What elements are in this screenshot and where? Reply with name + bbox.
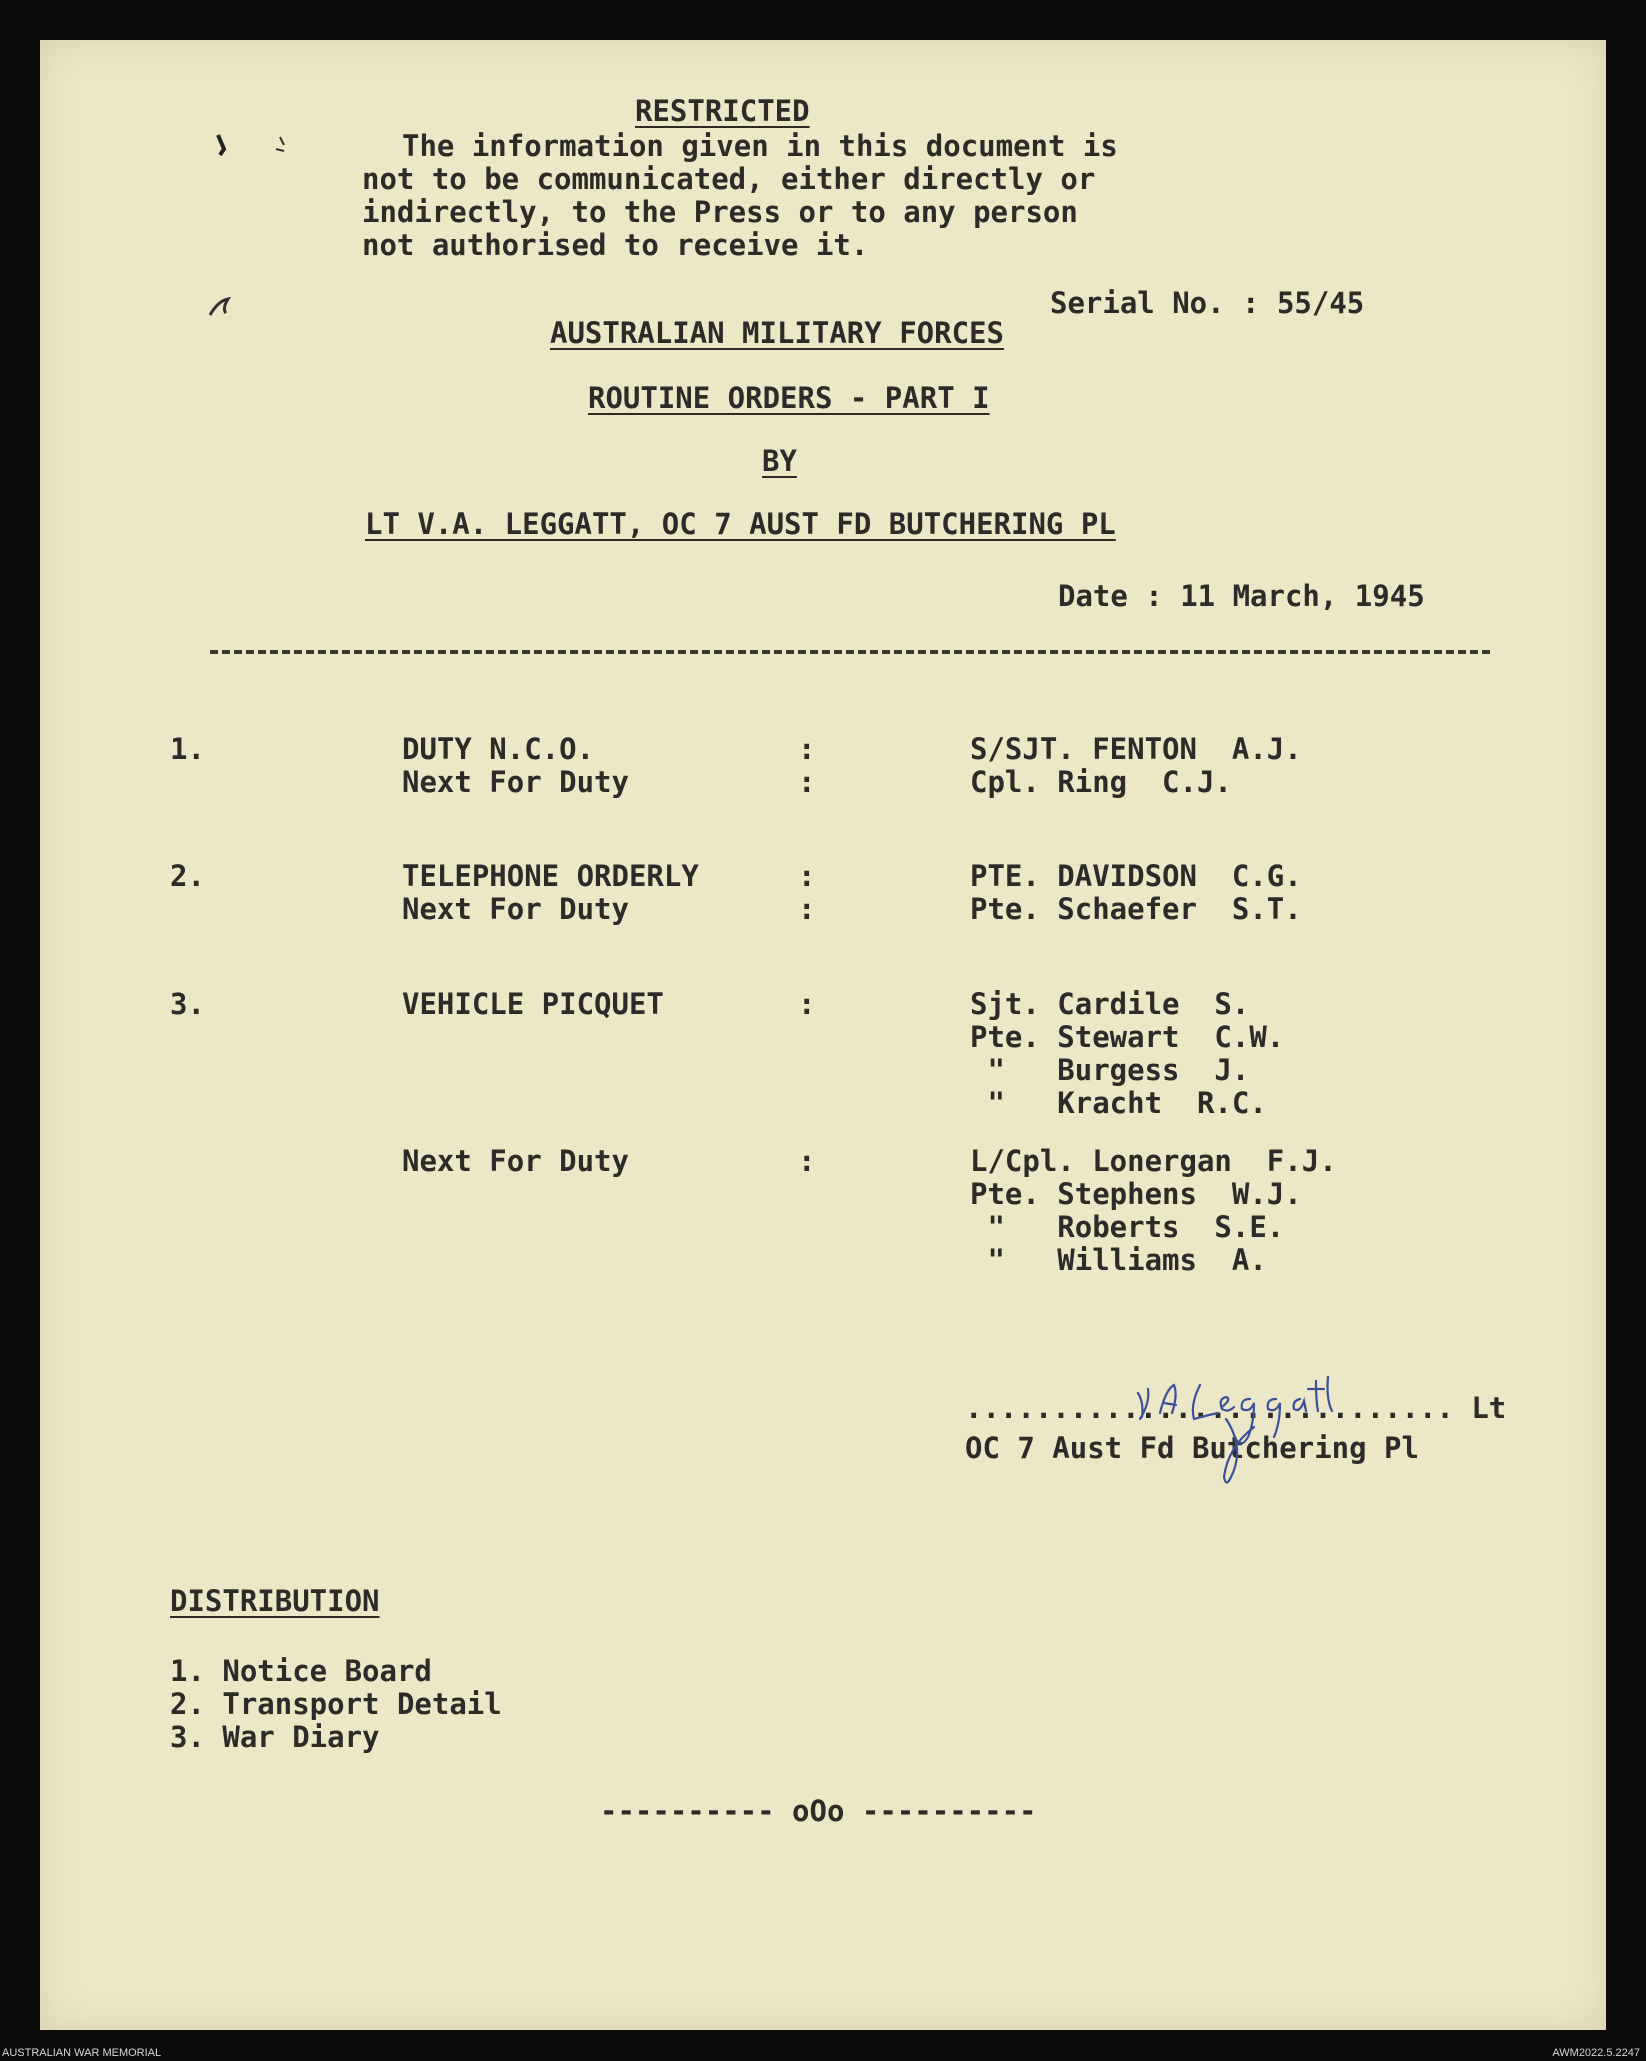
order-name: " Kracht R.C. [970,1086,1267,1120]
horizontal-rule [210,650,1490,654]
archive-reference: AWM2022.5.2247 [1552,2047,1640,2059]
order-name: Pte. Stephens W.J. [970,1177,1302,1211]
order-separator: : [798,892,816,926]
order-separator: : [798,859,816,893]
distribution-item: 3. War Diary [170,1720,380,1754]
handwritten-signature [1130,1375,1370,1485]
order-duty: VEHICLE PICQUET [402,987,664,1021]
restriction-notice-line: The information given in this document is [402,129,1118,163]
issuer-heading: LT V.A. LEGGATT, OC 7 AUST FD BUTCHERING PL [365,507,1116,541]
distribution-item: 1. Notice Board [170,1654,432,1688]
order-name: Pte. Stewart C.W. [970,1020,1285,1054]
order-name: " Williams A. [970,1243,1267,1277]
signature-line: ............................ Lt [965,1391,1507,1425]
order-name: Sjt. Cardile S. [970,987,1250,1021]
order-name: L/Cpl. Lonergan F.J. [970,1144,1337,1178]
order-duty: Next For Duty [402,765,629,799]
order-name: Pte. Schaefer S.T. [970,892,1302,926]
order-duty: TELEPHONE ORDERLY [402,859,699,893]
document-date: Date : 11 March, 1945 [1058,579,1425,613]
order-duty: Next For Duty [402,1144,629,1178]
order-number: 3. [170,987,205,1021]
organisation-heading: AUSTRALIAN MILITARY FORCES [550,316,1004,350]
order-duty: DUTY N.C.O. [402,732,595,766]
paper-blemish [180,125,290,325]
restricted-heading: RESTRICTED [635,94,810,128]
order-number: 2. [170,859,205,893]
order-separator: : [798,1144,816,1178]
document-page [40,40,1606,2030]
order-name: S/SJT. FENTON A.J. [970,732,1302,766]
distribution-item: 2. Transport Detail [170,1687,502,1721]
order-separator: : [798,987,816,1021]
distribution-heading: DISTRIBUTION [170,1584,380,1618]
restriction-notice-line: not authorised to receive it. [362,228,869,262]
order-name: " Roberts S.E. [970,1210,1285,1244]
document-title: ROUTINE ORDERS - PART I [588,381,990,415]
order-separator: : [798,732,816,766]
order-name: PTE. DAVIDSON C.G. [970,859,1302,893]
order-separator: : [798,765,816,799]
restriction-notice-line: indirectly, to the Press or to any person [362,195,1078,229]
archive-credit: AUSTRALIAN WAR MEMORIAL [2,2047,162,2059]
order-number: 1. [170,732,205,766]
order-duty: Next For Duty [402,892,629,926]
by-heading: BY [762,444,797,478]
end-mark: ---------- oOo ---------- [600,1794,1037,1828]
order-name: " Burgess J. [970,1053,1250,1087]
restriction-notice-line: not to be communicated, either directly or [362,162,1096,196]
order-name: Cpl. Ring C.J. [970,765,1232,799]
serial-number: Serial No. : 55/45 [1050,286,1365,320]
signatory-title: OC 7 Aust Fd Butchering Pl [965,1431,1419,1465]
